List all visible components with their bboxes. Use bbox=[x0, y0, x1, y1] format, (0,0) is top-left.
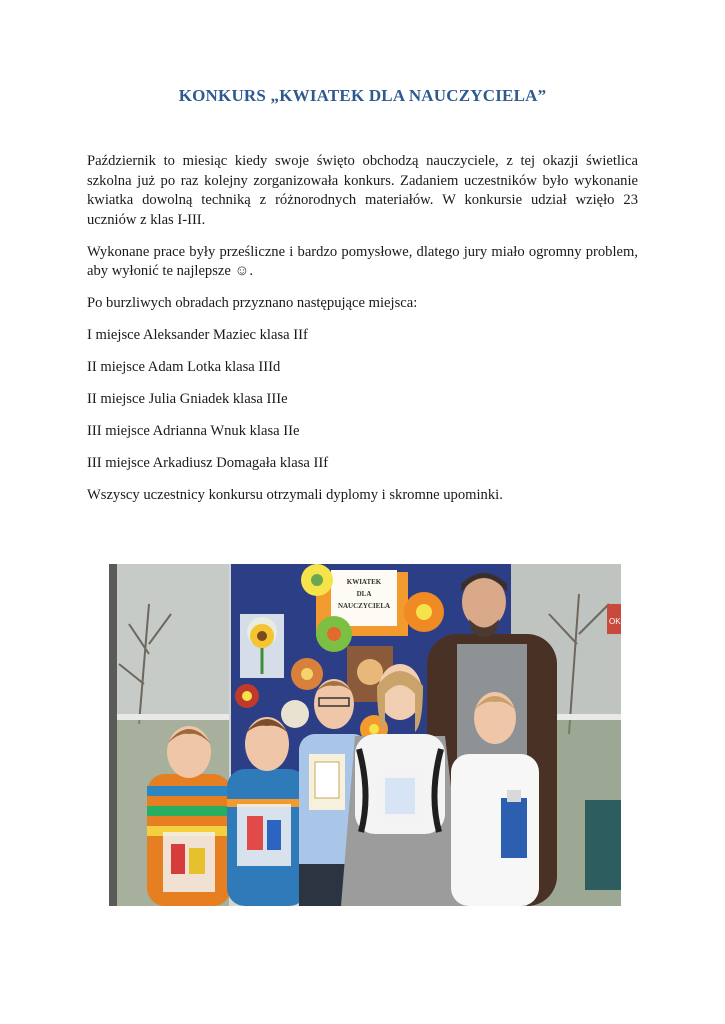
sign-text: NAUCZYCIELA bbox=[337, 602, 391, 610]
winner-line: II miejsce Adam Lotka klasa IIId bbox=[87, 359, 281, 375]
page-title: KONKURS „KWIATEK DLA NAUCZYCIELA” bbox=[178, 86, 547, 105]
group-photo bbox=[109, 564, 632, 906]
article-body bbox=[87, 152, 638, 518]
works-paragraph: Wykonane prace były prześliczne i bardzo pomysłowe, dlatego jury miało ogromny problem, aby wyłonić te najlepsze ☺. bbox=[87, 243, 638, 279]
winner-line: I miejsce Aleksander Maziec klasa IIf bbox=[87, 327, 308, 343]
results-intro: Po burzliwych obradach przyznano następujące miejsca: bbox=[87, 295, 418, 311]
winner-line: II miejsce Julia Gniadek klasa IIIe bbox=[87, 391, 288, 407]
closing-paragraph: Wszyscy uczestnicy konkursu otrzymali dyplomy i skromne upominki. bbox=[87, 487, 503, 503]
winner-line: III miejsce Adrianna Wnuk klasa IIe bbox=[87, 423, 300, 439]
sign-text: DLA bbox=[356, 590, 372, 598]
window-sign-text: OKNA bbox=[609, 617, 632, 626]
sign-text: KWIATEK bbox=[346, 578, 382, 586]
intro-paragraph: Październik to miesiąc kiedy swoje święto obchodzą nauczyciele, z tej okazji świetlica szkolna już po raz kolejny zorganizowała konkurs. Zadaniem uczestników było wykonanie kwiatka dowolną techniką z różnorodnych materiałów. W konkursie udział wzięło 23 uczniów z klas I-III. bbox=[87, 153, 638, 228]
winner-line: III miejsce Arkadiusz Domagała klasa IIf bbox=[87, 455, 329, 471]
